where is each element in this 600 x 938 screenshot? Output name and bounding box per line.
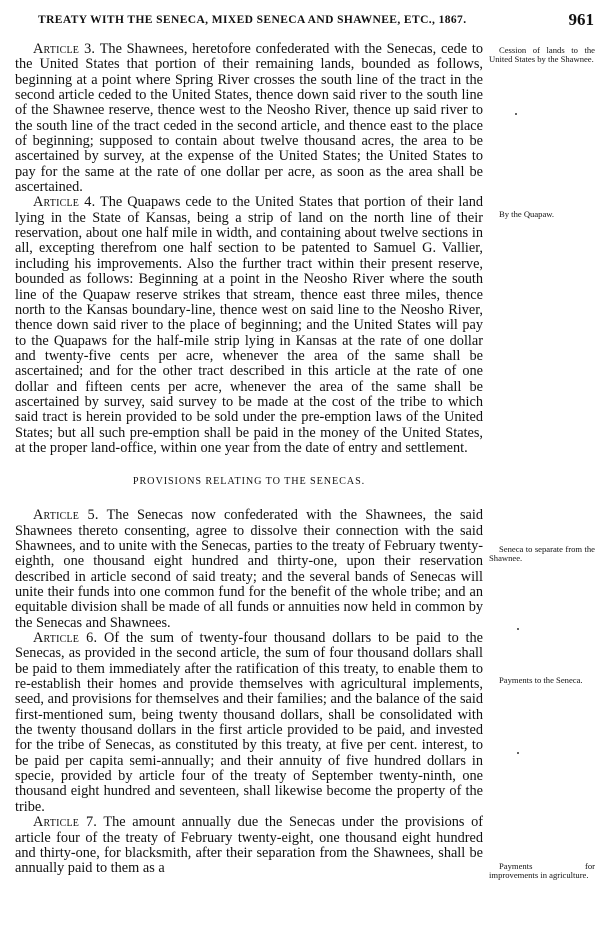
article-6 bbox=[15, 631, 483, 815]
article-label: Article 3. bbox=[33, 41, 96, 57]
margin-note-improvements: Payments for improvements in agriculture. bbox=[489, 861, 595, 881]
article-label: Article 4. bbox=[33, 194, 96, 211]
article-5 bbox=[15, 508, 483, 631]
margin-note-separate: Seneca to separate from the Shawnee. bbox=[489, 544, 595, 564]
article-label: Article 6. bbox=[33, 630, 98, 647]
article-text: The amount annually due the Senecas under the provisions of article four of the treaty of February twenty-eight, one thousand eight hundred and thirty-one, for blacksmith, after their separation from the Shawnees, shall be annually paid to them as a bbox=[15, 814, 483, 877]
section-heading: PROVISIONS RELATING TO THE SENECAS. bbox=[132, 476, 366, 488]
margin-note-quapaw: By the Quapaw. bbox=[499, 209, 555, 219]
article-text: Of the sum of twenty-four thousand dollars to be paid to the Senecas, as provided in the second article, the sum of four thousand dollars shall be paid to them immediately after the ratification of this treaty, to enable them to re-establish their homes and provide themselves with agricultural implements, seed, and provisions for themselves and their families; and the balance of the said first-mentioned sum, being twenty thousand dollars, shall be consolidated with the twenty thousand dollars in the first article provided to be paid, and invested for the tribe of Senecas, as constituted by this treaty, at five per cent. interest, to be paid per capita semi-annually; and their annuity of five hundred dollars in specie, provided by article four of the treaty of September twenty-ninth, one thousand eight hundred and seventeen, shall likewise become the property of the tribe. bbox=[15, 630, 483, 815]
article-3 bbox=[15, 42, 483, 195]
main-text-column bbox=[15, 42, 483, 877]
article-text: The Senecas now confederated with the Shawnees, the said Shawnees thereto consenting, agree to dissolve their connection with the said Shawnees, and to unite with the Senecas, parties to the treaty of February twenty-eighth, one thousand eight hundred and thirty-one, upon their reservation described in article second of said treaty; and the several bands of Senecas will unite their funds into one common fund for the benefit of the whole tribe; and an equitable division shall be made of all funds or annuities now held in common by the Senecas and Shawnees. bbox=[15, 507, 483, 631]
running-header bbox=[38, 10, 594, 32]
article-7 bbox=[15, 815, 483, 876]
article-text: The Shawnees, heretofore confederated with the Senecas, cede to the United States that portion of their remaining lands, bounded as follows, beginning at a point where Spring River crosses the south line of the tract in the second article ceded to the United States, thence down said river to the south line of the Shawnee reserve, thence west to the Neosho River, thence up said river to the south line of the tract ceded in the second article, and thence east to the place of beginning; supposed to contain about twelve thousand acres, the area to be ascertained by survey, at the expense of the United States; the United States to pay for the same at the rate of one dollar per acre, as soon as the area shall be ascertained. bbox=[15, 41, 483, 196]
print-speck bbox=[515, 113, 517, 115]
running-title: TREATY WITH THE SENECA, MIXED SENECA AND SHAWNEE, ETC., 1867. bbox=[38, 14, 467, 26]
article-label: Article 7. bbox=[33, 814, 98, 831]
margin-note-cession: Cession of lands to the United States by the Shawnee. bbox=[489, 45, 595, 65]
page-number: 961 bbox=[568, 10, 594, 29]
print-speck bbox=[517, 752, 519, 754]
article-4 bbox=[15, 195, 483, 456]
print-speck bbox=[517, 628, 519, 630]
article-text: The Quapaws cede to the United States that portion of their land lying in the State of Kansas, being a strip of land on the north line of their reservation, about one half mile in width, and containing about twelve sections in all, excepting therefrom one half section to be patented to Samuel G. Vallier, including his improvements. Also the further tract within their present reserve, bounded as follows: Beginning at a point in the Neosho River where the south line of the Quapaw reserve strikes that stream, thence east three miles, thence north to the Kansas boundary-line, thence west on said line to the Neosho River, thence down said river to the place of beginning; and the United States will pay to the Quapaws for the half-mile strip lying in Kansas at the rate of one dollar and twenty-five cents per acre, whenever the area of the same shall be ascertained; and for the other tract described in this article at the rate of one dollar and fifteen cents per acre, whenever the area of the same shall be ascertained by survey, said survey to be made at the cost of the tribe to which said tract is herein provided to be sold under the pre-emption laws of the United States; but all such pre-emption shall be paid in the money of the United States, at the proper land-office, within one year from the date of entry and settlement. bbox=[15, 194, 483, 456]
article-label: Article 5. bbox=[33, 507, 99, 524]
margin-note-payments: Payments to the Seneca. bbox=[499, 675, 583, 685]
